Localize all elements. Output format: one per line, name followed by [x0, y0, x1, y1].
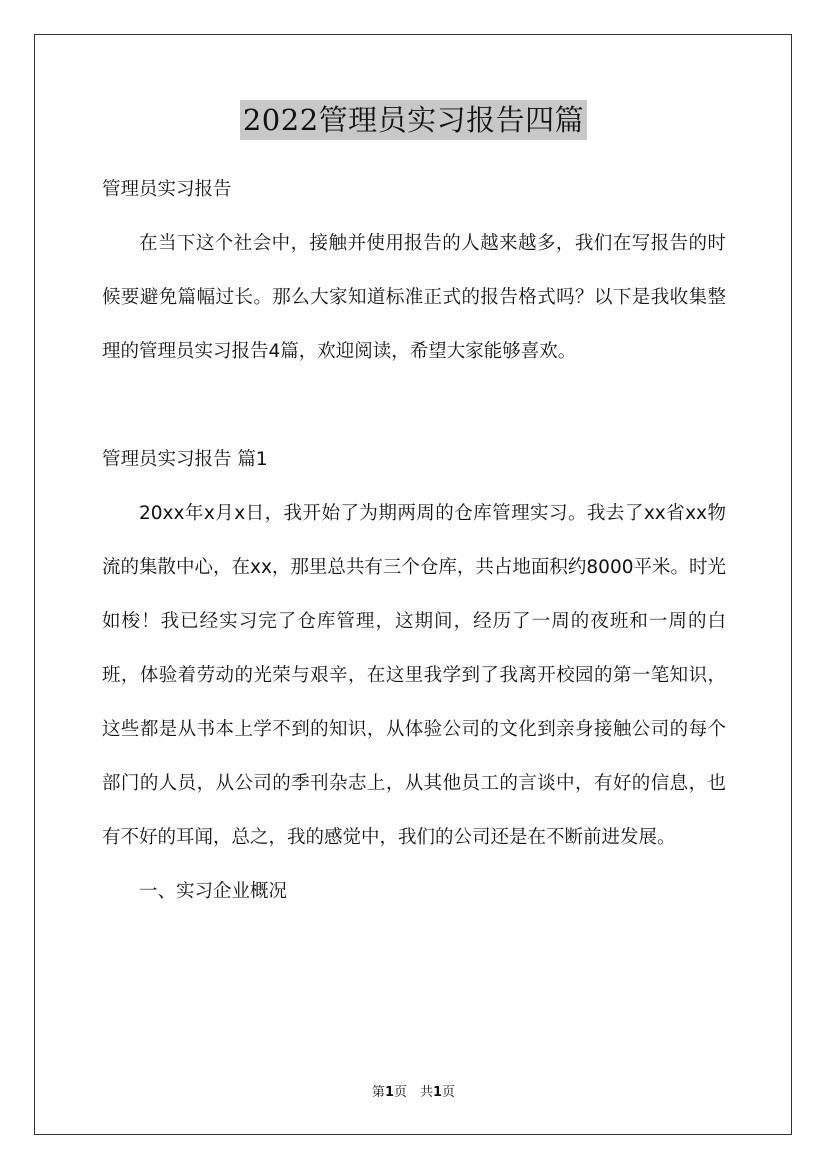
document-title: 2022管理员实习报告四篇 — [240, 100, 587, 140]
document-body — [102, 163, 726, 919]
footer-page-total: 1 — [433, 1085, 443, 1100]
footer-page-mid: 页 共 — [393, 1085, 433, 1100]
body-paragraph-1: 20xx年x月x日，我开始了为期两周的仓库管理实习。我去了xx省xx物流的集散中心，在xx，那里总共有三个仓库，共占地面积约8000平米。时光如梭！我已经实习完了仓库管理，这期间，经历了一周的夜班和一周的白班，体验着劳动的光荣与艰辛，在这里我学到了我离开校园的第一笔知识，这些都是从书本上学不到的知识，从体验公司的文化到亲身接触公司的每个部门的人员，从公司的季刊杂志上，从其他员工的言谈中，有好的信息，也有不好的耳闻，总之，我的感觉中，我们的公司还是在不断前进发展。 — [102, 503, 726, 848]
footer-page-current: 1 — [384, 1085, 394, 1100]
title-container — [0, 100, 827, 140]
section-heading-intro: 管理员实习报告 — [102, 179, 232, 200]
footer-page-suffix: 页 — [442, 1085, 456, 1100]
page-footer — [0, 1084, 827, 1102]
footer-page-prefix: 第 — [371, 1085, 385, 1100]
intro-paragraph: 在当下这个社会中，接触并使用报告的人越来越多，我们在写报告的时候要避免篇幅过长。那么大家知道标准正式的报告格式吗？以下是我收集整理的管理员实习报告4篇，欢迎阅读，希望大家能够喜欢。 — [102, 233, 726, 362]
section-heading-part1: 管理员实习报告 篇1 — [102, 449, 268, 470]
subsection-heading: 一、实习企业概况 — [139, 881, 288, 902]
